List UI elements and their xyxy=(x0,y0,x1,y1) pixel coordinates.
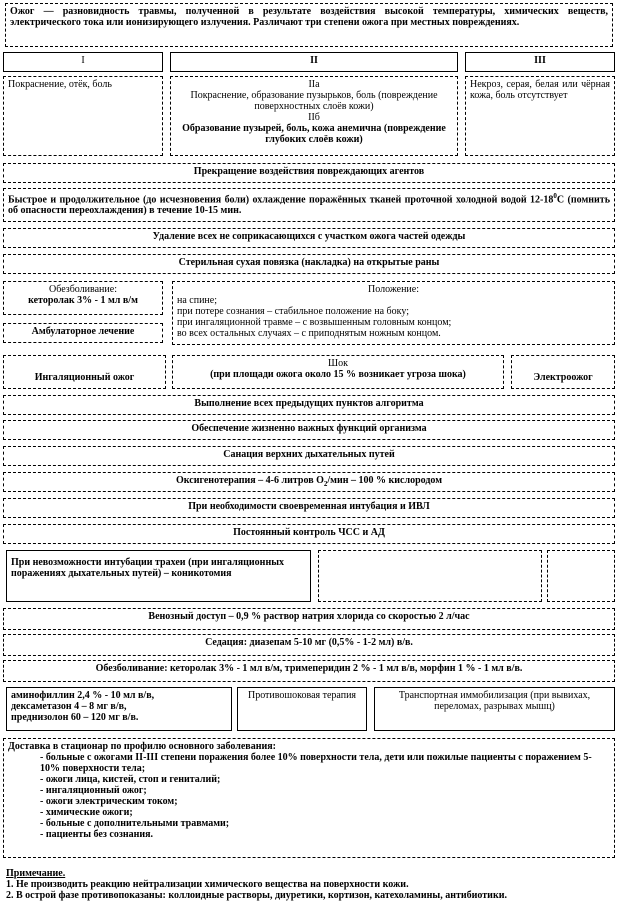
drugs-box xyxy=(6,687,232,731)
dressing-box xyxy=(3,254,615,274)
action-text: При необходимости своевременная интубация и ИВЛ xyxy=(188,501,430,512)
electro-burn-text: Электроожог xyxy=(533,372,593,383)
delivery-item: - химические ожоги; xyxy=(40,807,610,818)
conicotomy-box xyxy=(6,550,311,602)
shock-text: (при площади ожога около 15 % возникает угроза шока) xyxy=(210,369,466,380)
delivery-item: - ожоги лица, кистей, стоп и гениталий; xyxy=(40,774,610,785)
notes-block xyxy=(6,868,614,901)
note-line: 1. Не производить реакцию нейтрализации химического вещества на поверхности кожи. xyxy=(6,879,409,890)
anesthesia-box xyxy=(3,281,163,315)
action-box-intubation xyxy=(3,498,615,518)
position-title: Положение: xyxy=(368,284,419,295)
venous-box xyxy=(3,608,615,630)
anesthesia-2-text: Обезболивание: кеторолак 3% - 1 мл в/м, тримеперидин 2 % - 1 мл в/в, морфин 1 % - 1 мл в/в. xyxy=(95,663,523,674)
immobilization-text: Транспортная иммобилизация (при вывихах, переломах, разрывах мышц) xyxy=(398,690,591,712)
shock-box xyxy=(172,355,504,389)
cooling-box xyxy=(3,188,615,222)
delivery-item: - больные с дополнительными травмами; xyxy=(40,818,610,829)
position-line: при ингаляционной травме – с возвышенным головным концом; xyxy=(177,317,452,328)
oxygen-text-b: /мин – 100 % кислородом xyxy=(327,475,443,486)
empty-box-right xyxy=(547,550,615,602)
position-line: на спине; xyxy=(177,295,217,306)
degree-3-text: Некроз, серая, белая или чёрная кожа, боль отсутствует xyxy=(470,79,610,101)
remove-clothing-box xyxy=(3,228,615,248)
degree-1-label: I xyxy=(81,55,85,66)
oxygen-sub: 2 xyxy=(323,480,328,488)
ambulatory-text: Амбулаторное лечение xyxy=(31,326,135,337)
anesthesia-text: кеторолак 3% - 1 мл в/м xyxy=(28,295,138,306)
remove-clothing-text: Удаление всех не соприкасающихся с участком ожога частей одежды xyxy=(152,231,466,242)
degree-2a-text: Покраснение, образование пузырьков, боль (повреждение поверхностных слоёв кожи) xyxy=(190,90,438,112)
delivery-title: Доставка в стационар по профилю основного заболевания: xyxy=(8,741,276,752)
delivery-item: - больные с ожогами II-III степени поражения более 10% поверхности тела, дети или пожилые пациенты с поражением 5-10% поверхности тела; xyxy=(40,752,610,774)
inhalation-burn-box xyxy=(3,355,166,389)
drug-line: преднизолон 60 – 120 мг в/в. xyxy=(11,712,139,723)
drug-line: дексаметазон 4 – 8 мг в/в, xyxy=(11,701,127,712)
action-text: Санация верхних дыхательных путей xyxy=(223,449,395,460)
intro-text: Ожог — разновидность травмы, полученной в результате воздействия высокой температуры, химических веществ, электрического тока или ионизирующего излучения. Различают три степени ожога при местных повреждениях. xyxy=(10,6,608,28)
stop-agents-text: Прекращение воздействия повреждающих агентов xyxy=(193,166,425,177)
anesthesia-box-2 xyxy=(3,660,615,682)
sedation-box xyxy=(3,634,615,656)
venous-text: Венозный доступ – 0,9 % раствор натрия хлорида со скоростью 2 л/час xyxy=(148,611,470,622)
inhalation-burn-text: Ингаляционный ожог xyxy=(34,372,135,383)
anesthesia-title: Обезболивание: xyxy=(49,284,117,295)
delivery-list xyxy=(8,752,610,840)
action-box-control xyxy=(3,524,615,544)
degree-1-text: Покраснение, отёк, боль xyxy=(8,79,112,90)
degree-3-label: III xyxy=(534,55,546,66)
oxygen-box xyxy=(3,472,615,492)
degree-3-header xyxy=(465,52,615,72)
degree-2-label: II xyxy=(310,55,318,66)
delivery-item: - ингаляционный ожог; xyxy=(40,785,610,796)
cooling-text-a: Быстрое и продолжительное (до исчезновения боли) охлаждение поражённых тканей проточной холодной водой 12-18 xyxy=(8,194,554,206)
degree-2-box xyxy=(170,76,458,156)
notes-title: Примечание. xyxy=(6,868,66,879)
action-text: Обеспечение жизненно важных функций организма xyxy=(191,423,427,434)
electro-burn-box xyxy=(511,355,615,389)
delivery-item: - пациенты без сознания. xyxy=(40,829,610,840)
stop-agents-box xyxy=(3,163,615,183)
note-line: 2. В острой фазе противопоказаны: коллоидные растворы, диуретики, кортизон, катехоламины, антибиотики. xyxy=(6,890,507,901)
cooling-degree-sup: 0 xyxy=(553,192,557,200)
degree-3-box xyxy=(465,76,615,156)
position-line: во всех остальных случаях – с приподнятым ножным концом. xyxy=(177,328,441,339)
antishock-text: Противошоковая терапия xyxy=(247,690,357,701)
action-box-previous xyxy=(3,395,615,415)
dressing-text: Стерильная сухая повязка (накладка) на открытые раны xyxy=(178,257,440,268)
degree-1-box xyxy=(3,76,163,156)
delivery-box xyxy=(3,738,615,858)
ambulatory-box xyxy=(3,323,163,343)
conicotomy-text: При невозможности интубации трахеи (при ингаляционных поражениях дыхательных путей) – коникотомия xyxy=(11,557,285,579)
action-text: Выполнение всех предыдущих пунктов алгоритма xyxy=(194,398,424,409)
action-box-vital xyxy=(3,420,615,440)
immobilization-box xyxy=(374,687,615,731)
degree-1-header xyxy=(3,52,163,72)
degree-2-header xyxy=(170,52,458,72)
intro-box xyxy=(5,3,613,47)
action-text: Постоянный контроль ЧСС и АД xyxy=(233,527,385,538)
oxygen-text-a: Оксигенотерапия – 4-6 литров O xyxy=(175,475,324,486)
degree-2b-label: IIб xyxy=(308,112,320,123)
action-box-airways xyxy=(3,446,615,466)
position-box xyxy=(172,281,615,345)
shock-title: Шок xyxy=(328,358,348,369)
empty-box-middle xyxy=(318,550,542,602)
cooling-text-b: С (помнить об опасности переохлаждения) в течение 10-15 мин. xyxy=(8,194,610,217)
antishock-box xyxy=(237,687,367,731)
drug-line: аминофиллин 2,4 % - 10 мл в/в, xyxy=(11,690,155,701)
delivery-item: - ожоги электрическим током; xyxy=(40,796,610,807)
position-line: при потере сознания – стабильное положение на боку; xyxy=(177,306,409,317)
degree-2a-label: IIа xyxy=(308,79,320,90)
sedation-text: Седация: диазепам 5-10 мг (0,5% - 1-2 мл) в/в. xyxy=(205,637,413,648)
degree-2b-text: Образование пузырей, боль, кожа анемична (повреждение глубоких слоёв кожи) xyxy=(182,123,446,145)
